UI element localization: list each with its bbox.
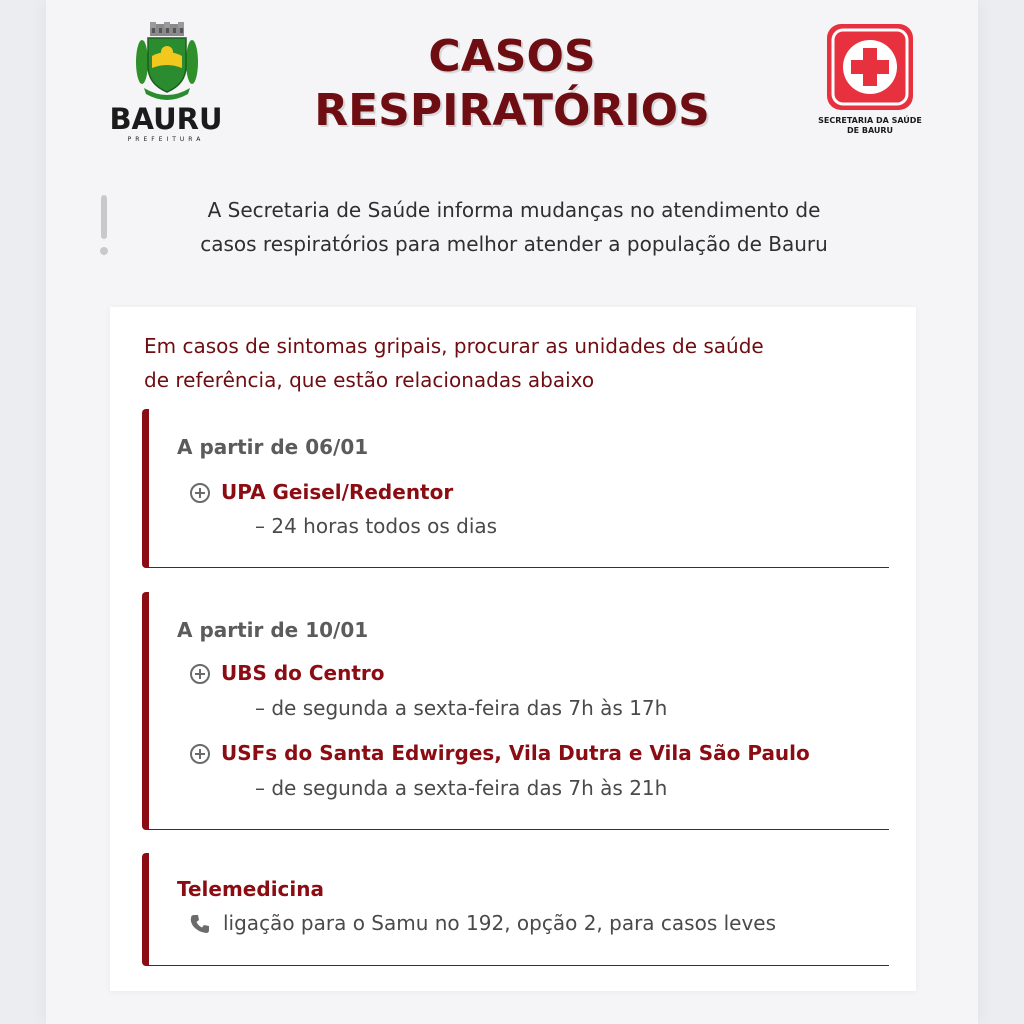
city-logo-wordmark: BAURU	[109, 102, 223, 136]
card-lead-line-1: Em casos de sintomas gripais, procurar as unidades de saúde	[144, 334, 764, 358]
city-logo-subtext: PREFEITURA	[127, 136, 205, 143]
exclamation-icon	[98, 193, 110, 259]
telemedicine-heading: Telemedicina	[177, 877, 324, 901]
unit-hours: – de segunda a sexta-feira das 7h às 21h	[255, 776, 668, 800]
telemedicine-block	[142, 853, 889, 966]
city-crest-icon	[134, 22, 200, 102]
schedule-block-1	[142, 409, 889, 568]
page-title	[250, 30, 774, 138]
plus-circle-icon	[189, 482, 211, 504]
phone-icon	[189, 913, 211, 935]
block-heading: A partir de 10/01	[177, 618, 369, 642]
card-lead-text	[144, 329, 884, 397]
block-heading: A partir de 06/01	[177, 435, 369, 459]
schedule-block-2	[142, 592, 889, 830]
intro-text	[124, 193, 904, 261]
unit-hours: – de segunda a sexta-feira das 7h às 17h	[255, 696, 668, 720]
health-secretariat-logo	[818, 22, 922, 142]
intro-line-2: casos respiratórios para melhor atender a população de Bauru	[200, 232, 828, 256]
telemedicine-detail: ligação para o Samu no 192, opção 2, para casos leves	[223, 911, 777, 935]
intro-line-1: A Secretaria de Saúde informa mudanças no atendimento de	[207, 198, 821, 222]
plus-circle-icon	[189, 743, 211, 765]
plus-circle-icon	[189, 663, 211, 685]
unit-hours: – 24 horas todos os dias	[255, 514, 498, 538]
info-card	[110, 307, 916, 991]
health-logo-text: SECRETARIA DA SAÚDE DE BAURU	[818, 116, 922, 135]
unit-name: UPA Geisel/Redentor	[221, 480, 454, 504]
red-cross-icon	[827, 24, 913, 110]
title-line-2: RESPIRATÓRIOS	[314, 85, 710, 136]
title-line-1: CASOS	[428, 31, 596, 82]
unit-name: UBS do Centro	[221, 661, 385, 685]
card-lead-line-2: de referência, que estão relacionadas abaixo	[144, 368, 595, 392]
bauru-city-logo	[104, 22, 228, 142]
unit-name: USFs do Santa Edwirges, Vila Dutra e Vila São Paulo	[221, 741, 810, 765]
